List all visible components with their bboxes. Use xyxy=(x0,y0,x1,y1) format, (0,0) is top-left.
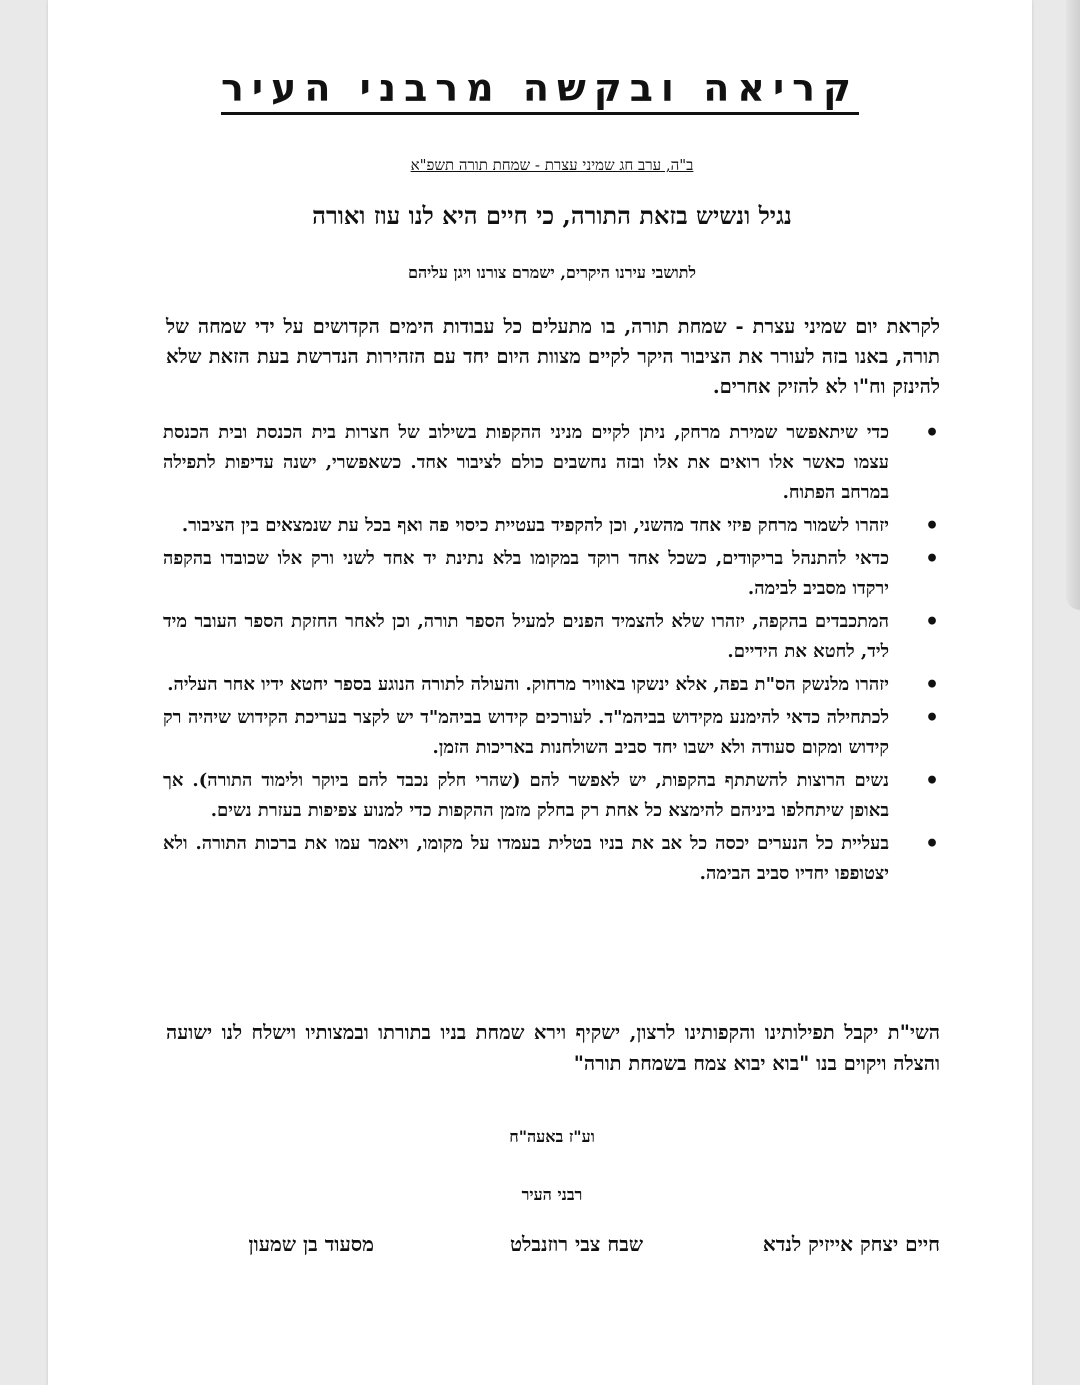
list-item-text: לכתחילה כדאי להימנע מקידוש בביהמ"ד. לעורכים קידוש בביהמ"ד יש לקצר בעריכת הקידוש שיהיה רק קידוש ומקום סעודה ולא ישבו יחד סביב השולחנות באריכות הזמן. xyxy=(163,707,889,758)
list-item xyxy=(163,607,943,667)
list-item xyxy=(163,418,943,508)
list-item-text: נשים הרוצות להשתתף בהקפות, יש לאפשר להם (שהרי חלק נכבד להם ביוקר ולימוד התורה). אך באופן שיתחלפו ביניהם להימצא כל אחת רק בחלק מזמן ההקפות כדי למנוע צפיפות בעזרת נשים. xyxy=(163,770,889,821)
bullet-icon: • xyxy=(924,609,939,635)
bullet-icon: • xyxy=(924,768,939,794)
signed-by: רבני העיר xyxy=(521,1185,583,1204)
list-item-text: יזהרו מלנשק הס"ת בפה, אלא ינשקו באוויר מרחוק. והעולה לתורה הנוגע בספר יחטא ידיו אחר העליה. xyxy=(167,674,889,695)
bullet-icon: • xyxy=(924,513,939,539)
list-item-text: המתכבדים בהקפה, יזהרו שלא להצמיד הפנים למעיל הספר תורה, וכן לאחר החזקת הספר העובר מיד ליד, לחטא את הידיים. xyxy=(163,611,889,662)
rabbi-name-rosenblatt: שבח צבי רוזנבלט xyxy=(509,1232,643,1256)
list-item xyxy=(163,703,943,763)
bullet-icon: • xyxy=(924,546,939,572)
list-item-text: כדאי להתנהל בריקודים, כשכל אחד רוקד במקומו בלא נתינת יד אחד לשני ורק אלו שכובדו בהקפה ירקדו מסביב לבימה. xyxy=(163,548,889,599)
rabbi-name-landau: חיים יצחק אייזיק לנדא xyxy=(762,1232,940,1256)
list-item xyxy=(163,544,943,604)
list-item-text: בעליית כל הנערים יכסה כל אב את בניו בטלית בעמדו על מקומו, ויאמר עמו את ברכות התורה. ולא יצטופפו יחדיו סביב הבימה. xyxy=(163,833,889,884)
list-item-text: יזהרו לשמור מרחק פיזי אחד מהשני, וכן להקפיד בעטיית כיסוי פה ואף בכל עת שנמצאים בין הציבור. xyxy=(181,515,889,536)
bullet-icon: • xyxy=(924,672,939,698)
addressee: לתושבי עירנו היקרים, ישמרם צורנו ויגן עליהם xyxy=(407,263,697,282)
list-item xyxy=(163,670,943,700)
intro-paragraph: לקראת יום שמיני עצרת - שמחת תורה, בו מתעלים כל עבודות הימים הקדושים על ידי שמחה של תורה, באנו בזה לעורר את הציבור היקר לקיים מצוות היום יחד עם הזהירות הנדרשת בעת הזאת שלא להינזק וח"ו לא להזיק אחרים. xyxy=(166,315,940,398)
headline: נגיל ונשיש בזאת התורה, כי חיים היא לנו עוז ואורה xyxy=(312,201,792,230)
bullet-icon: • xyxy=(924,705,939,731)
list-item xyxy=(163,766,943,826)
document-title: קריאה ובקשה מרבני העיר xyxy=(0,66,1080,110)
list-item xyxy=(163,511,943,541)
bullet-icon: • xyxy=(924,831,939,857)
closing-paragraph: השי"ת יקבל תפילותינו והקפותינו לרצון, ישקיף וירא שמחת בניו בתורתו ובמצותיו וישלח לנו ישועה והצלה ויקוים בנו "בוא יבוא צמח בשמחת תורה" xyxy=(166,1021,940,1075)
signoff: וע"ז באעה"ח xyxy=(509,1127,595,1146)
list-item-text: כדי שיתאפשר שמירת מרחק, ניתן לקיים מניני ההקפות בשילוב של חצרות בית הכנסת ובית הכנסת עצמו כאשר אלו רואים את אלו ובזה נחשבים כולם לציבור אחד. כשאפשרי, ישנה עדיפות לתפילה במרחב הפתוח. xyxy=(163,422,889,503)
rabbi-name-ben-shimon: מסעוד בן שמעון xyxy=(248,1232,374,1256)
list-item xyxy=(163,829,943,889)
bullet-icon: • xyxy=(924,420,939,446)
instructions-list xyxy=(163,418,943,892)
dateline: ב"ה, ערב חג שמיני עצרת - שמחת תורה תשפ"א xyxy=(410,156,694,174)
